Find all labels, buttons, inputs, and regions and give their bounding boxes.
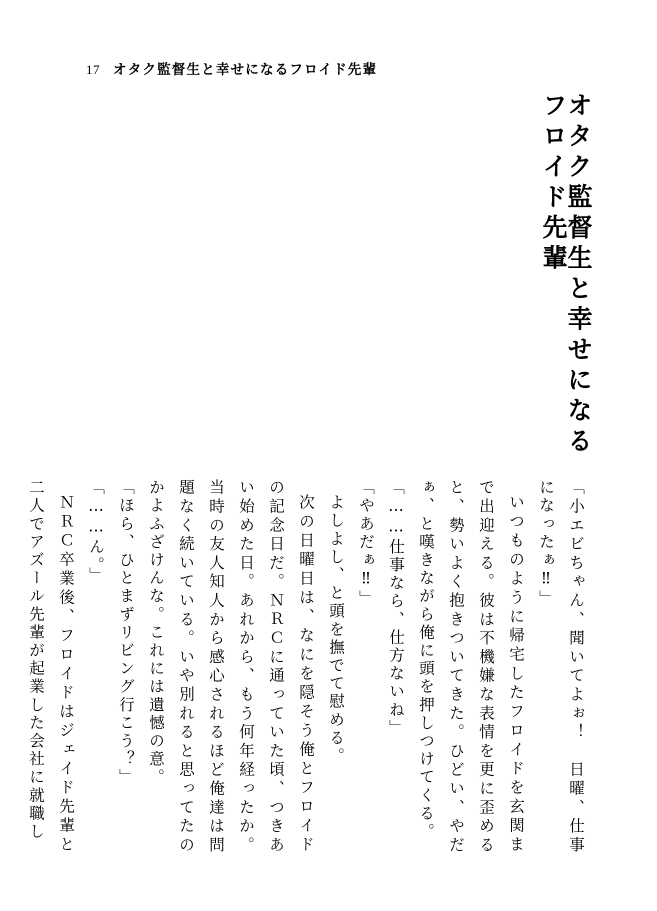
paragraph: 「ほら、ひとまずリビング行こう？」 bbox=[117, 478, 135, 787]
page-body bbox=[27, 92, 593, 854]
paragraph: 「……ん。」 bbox=[87, 478, 105, 585]
vertical-text-flow bbox=[21, 92, 591, 854]
paragraph: 「やあだぁ‼」 bbox=[357, 478, 375, 608]
paragraph: 「小エビちゃん、聞いてよぉ！ 日曜、仕事になったぁ‼」 bbox=[537, 478, 585, 854]
paragraph: ＮＲＣ卒業後、フロイドはジェイド先輩と二人でアズール先輩が起業した会社に就職し bbox=[27, 478, 75, 854]
chapter-title: オタク監督生と幸せになるフロイド先輩 bbox=[539, 92, 593, 458]
running-head-title: オタク監督生と幸せになるフロイド先輩 bbox=[113, 62, 378, 78]
paragraph: 次の日曜日は、なにを隠そう俺とフロイドの記念日だ。ＮＲＣに通っていた頃、つきあい始めた日。あれから、もう何年経ったか。当時の友人知人から感心されるほど俺達は問題なく続いている。いや別れると思ってたのかよふざけんな。これには遺憾の意。 bbox=[147, 478, 315, 854]
page-number: 17 bbox=[86, 62, 100, 77]
paragraph: 「……仕事なら、仕方ないね」 bbox=[387, 478, 405, 737]
running-head bbox=[86, 58, 377, 78]
paragraph: いつものように帰宅したフロイドを玄関まで出迎える。彼は不機嫌な表情を更に歪めると、勢いよく抱きついてきた。ひどい、やだぁ、と嘆きながら俺に頭を押しつけてくる。 bbox=[417, 478, 525, 854]
body-paragraphs bbox=[21, 479, 591, 854]
paragraph: よしよし、と頭を撫でて慰める。 bbox=[327, 494, 345, 766]
